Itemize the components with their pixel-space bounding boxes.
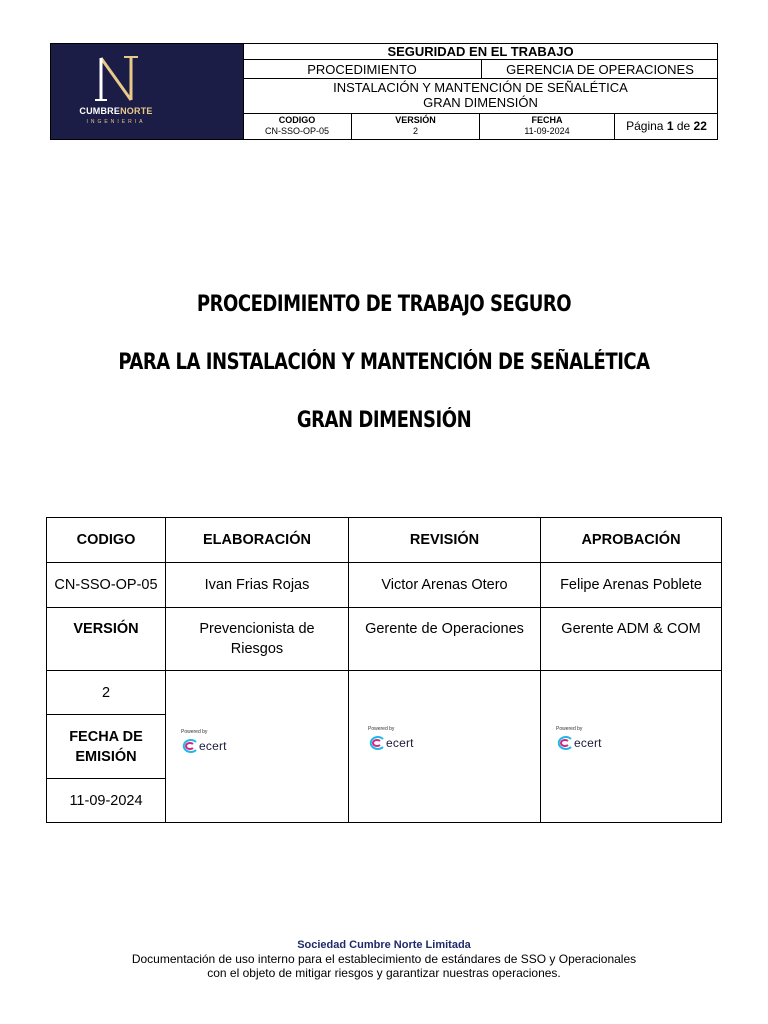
header-code-value: CN-SSO-OP-05 <box>264 126 329 136</box>
page-number: Página 1 de 22 <box>626 119 707 133</box>
emission-label-line1: FECHA DE <box>69 729 143 745</box>
document-header <box>50 43 718 140</box>
table-header-revision: REVISIÓN <box>409 532 480 548</box>
table-header-aprobacion: APROBACIÓN <box>581 532 681 548</box>
company-logo <box>51 44 244 139</box>
ecert-logo-icon <box>556 735 574 751</box>
footer-company: Sociedad Cumbre Norte Limitada <box>297 939 471 951</box>
document-title-line3: GRAN DIMENSIÓN <box>296 408 472 433</box>
header-date-label: FECHA <box>531 115 563 125</box>
ecert-logo-icon <box>368 735 386 751</box>
elaborated-by-name: Ivan Frias Rojas <box>204 577 310 593</box>
reviewed-by-role: Gerente de Operaciones <box>365 621 524 637</box>
header-version-value: 2 <box>412 126 418 136</box>
header-date-value: 11-09-2024 <box>524 126 570 136</box>
logo-brand: CUMBRENORTE <box>79 106 153 116</box>
table-code-value: CN-SSO-OP-05 <box>54 577 158 593</box>
document-title-line2: PARA LA INSTALACIÓN Y MANTENCIÓN DE SEÑALÉTICA <box>118 350 650 375</box>
footer-line1: Documentación de uso interno para el establecimiento de estándares de SSO y Operacionales <box>131 952 637 966</box>
emission-label-line2: EMISIÓN <box>75 749 137 765</box>
signature-revision: Powered by ecert <box>368 726 414 750</box>
header-version-label: VERSIÓN <box>395 115 436 125</box>
header-doc-title-line1: INSTALACIÓN Y MANTENCIÓN DE SEÑALÉTICA <box>333 80 628 95</box>
header-code-label: CODIGO <box>278 115 316 125</box>
table-header-elaboracion: ELABORACIÓN <box>203 532 311 548</box>
cumbre-norte-logo-icon <box>86 50 146 106</box>
signature-elaboracion: Powered by ecert <box>181 729 227 753</box>
emission-date: 11-09-2024 <box>69 793 143 809</box>
table-version-label: VERSIÓN <box>73 621 139 637</box>
logo-subtitle: INGENIERIA <box>86 119 146 125</box>
document-title-line1: PROCEDIMIENTO DE TRABAJO SEGURO <box>196 292 572 317</box>
elaborated-by-role: Prevencionista de Riesgos <box>199 621 315 657</box>
signature-aprobacion: Powered by ecert <box>556 726 602 750</box>
header-section-title: SEGURIDAD EN EL TRABAJO <box>387 44 574 59</box>
approved-by-name: Felipe Arenas Poblete <box>560 577 702 593</box>
approval-table <box>46 517 722 823</box>
table-header-codigo: CODIGO <box>76 532 136 548</box>
header-department: GERENCIA DE OPERACIONES <box>506 62 694 77</box>
approved-by-role: Gerente ADM & COM <box>561 621 701 637</box>
header-doc-type: PROCEDIMIENTO <box>307 62 417 77</box>
footer-line2: con el objeto de mitigar riesgos y garantizar nuestras operaciones. <box>207 966 561 980</box>
table-version-value: 2 <box>101 685 111 701</box>
reviewed-by-name: Victor Arenas Otero <box>381 577 508 593</box>
ecert-logo-icon <box>181 738 199 754</box>
header-doc-title-line2: GRAN DIMENSIÓN <box>423 95 538 110</box>
